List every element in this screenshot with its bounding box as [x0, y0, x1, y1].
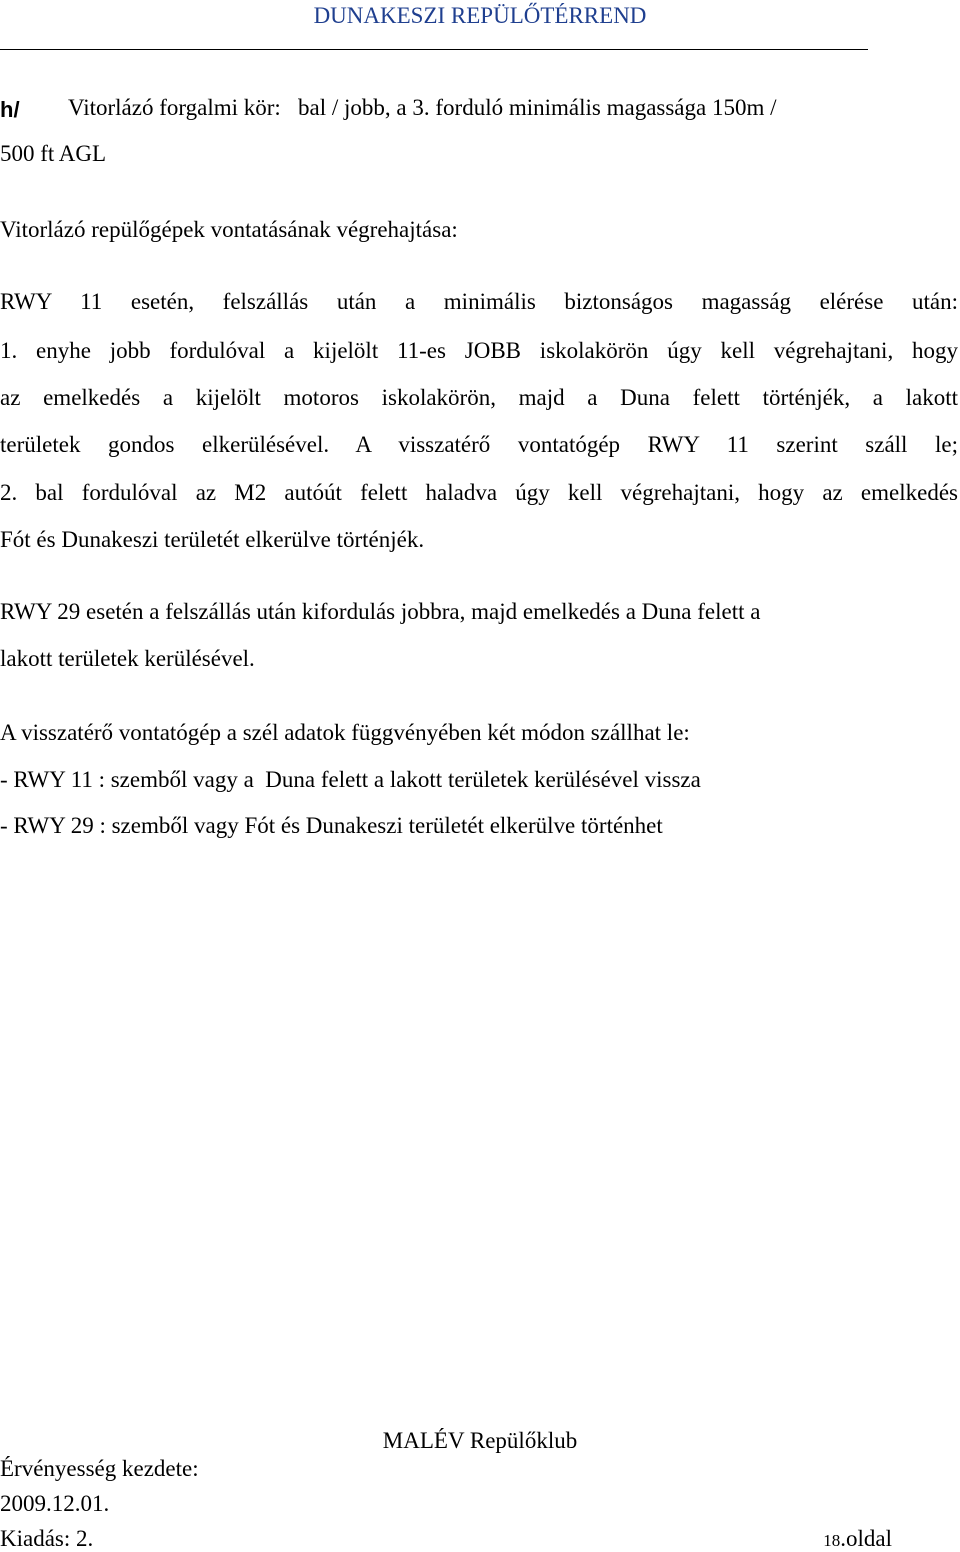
section-h-line2: 500 ft AGL	[0, 141, 107, 166]
footer-edition: Kiadás: 2.	[0, 1526, 94, 1551]
landing-intro: A visszatérő vontatógép a szél adatok függvényében két módon szállhat le:	[0, 720, 690, 745]
rwy11-line6: Fót és Dunakeszi területét elkerülve történjék.	[0, 527, 425, 552]
footer-page-number: 18	[823, 1531, 841, 1550]
landing-option-2: - RWY 29 : szemből vagy Fót és Dunakeszi területét elkerülve történhet	[0, 813, 663, 838]
section-h-line1: Vitorlázó forgalmi kör: bal / jobb, a 3. forduló minimális magassága 150m /	[68, 95, 777, 120]
header-rule	[0, 49, 868, 50]
footer-page-indicator	[823, 1526, 892, 1552]
towing-heading: Vitorlázó repülőgépek vontatásának végrehajtása:	[0, 217, 458, 242]
rwy11-line2: 1. enyhe jobb fordulóval a kijelölt 11-es JOBB iskolakörön úgy kell végrehajtani, hogy	[0, 338, 958, 363]
landing-option-1: - RWY 11 : szemből vagy a Duna felett a lakott területek kerülésével vissza	[0, 767, 701, 792]
rwy29-line1: RWY 29 esetén a felszállás után kifordulás jobbra, majd emelkedés a Duna felett a	[0, 599, 761, 624]
footer-validity-label: Érvényesség kezdete:	[0, 1456, 199, 1481]
footer-page-suffix: .oldal	[840, 1526, 892, 1551]
rwy29-line2: lakott területek kerülésével.	[0, 646, 255, 671]
rwy11-line4: területek gondos elkerülésével. A visszatérő vontatógép RWY 11 szerint száll le;	[0, 432, 958, 457]
page-header-title: DUNAKESZI REPÜLŐTÉRREND	[313, 3, 647, 28]
footer-validity-date: 2009.12.01.	[0, 1491, 110, 1516]
rwy11-line3: az emelkedés a kijelölt motoros iskolakörön, majd a Duna felett történjék, a lakott	[0, 385, 958, 410]
section-h-label: h/	[0, 97, 20, 122]
rwy11-line5: 2. bal fordulóval az M2 autóút felett haladva úgy kell végrehajtani, hogy az emelkedés	[0, 480, 958, 505]
footer-club-name: MALÉV Repülőklub	[382, 1428, 578, 1453]
rwy11-line1: RWY 11 esetén, felszállás után a minimális biztonságos magasság elérése után:	[0, 289, 958, 314]
